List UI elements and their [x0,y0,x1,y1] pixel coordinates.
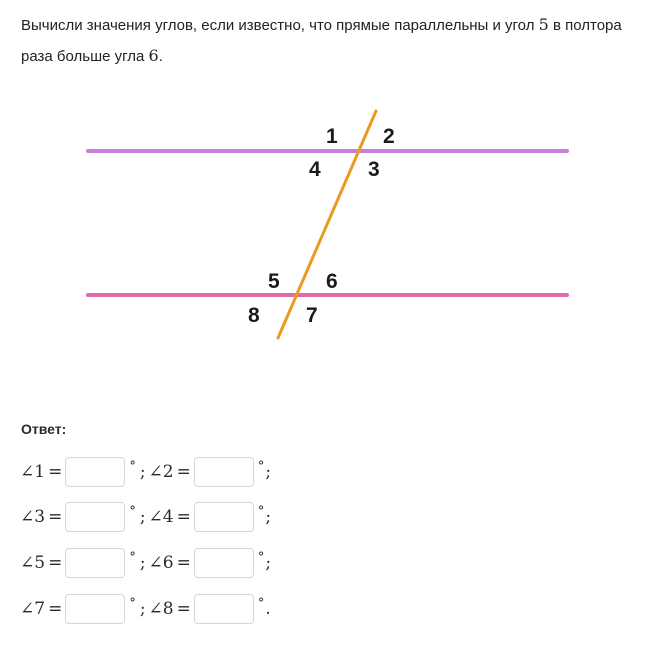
separator: ; [139,599,146,619]
degree-sign: ° [257,549,265,565]
problem-angle-b: 6 [148,46,159,65]
angle-label-4: 4 [309,158,321,181]
problem-angle-a: 5 [538,15,549,34]
geometry-figure [0,95,655,355]
angle-1-label: ∠1 [20,462,46,482]
angle-label-7: 7 [306,304,318,327]
row-end: . [265,599,271,619]
degree-sign: ° [257,595,265,611]
degree-sign: ° [129,549,136,565]
equals-sign: = [48,553,63,573]
degree-sign: ° [129,503,136,519]
angle-label-8: 8 [248,304,260,327]
angle-label-2: 2 [383,125,395,148]
separator: ; [139,553,146,573]
equals-sign: = [176,462,191,482]
angle-3-input[interactable] [65,502,125,532]
angle-4-label: ∠4 [148,507,174,527]
angle-1-input[interactable] [65,457,125,487]
equals-sign: = [48,462,63,482]
equals-sign: = [48,507,63,527]
degree-sign: ° [257,503,265,519]
answer-row-4 [20,594,271,624]
angle-label-5: 5 [268,270,280,293]
angle-5-label: ∠5 [20,553,46,573]
problem-statement [21,10,636,72]
equals-sign: = [176,507,191,527]
angle-5-input[interactable] [65,548,125,578]
row-end: ; [265,553,272,573]
angle-8-input[interactable] [194,594,254,624]
degree-sign: ° [257,458,265,474]
problem-text-end: . [158,48,163,65]
problem-text-1: Вычисли значения углов, если известно, что прямые параллельны и угол [21,17,539,34]
answer-row-3 [20,548,271,578]
equals-sign: = [176,599,191,619]
degree-sign: ° [129,595,136,611]
angle-label-3: 3 [368,158,380,181]
row-end: ; [265,507,272,527]
angle-3-label: ∠3 [20,507,46,527]
angle-8-label: ∠8 [148,599,174,619]
angle-2-label: ∠2 [148,462,174,482]
angle-2-input[interactable] [194,457,254,487]
answer-row-2 [20,502,271,532]
separator: ; [139,507,146,527]
angle-label-1: 1 [326,125,338,148]
equals-sign: = [176,553,191,573]
problem-text-2: в полтора раза больше угла [21,17,622,65]
angle-6-label: ∠6 [148,553,174,573]
angle-label-6: 6 [326,270,338,293]
angle-7-input[interactable] [65,594,125,624]
answer-row-1 [20,457,271,487]
angle-4-input[interactable] [194,502,254,532]
angle-7-label: ∠7 [20,599,46,619]
equals-sign: = [48,599,63,619]
separator: ; [139,462,146,482]
row-end: ; [265,462,272,482]
degree-sign: ° [129,458,136,474]
answer-title: Ответ: [21,421,67,437]
angle-6-input[interactable] [194,548,254,578]
